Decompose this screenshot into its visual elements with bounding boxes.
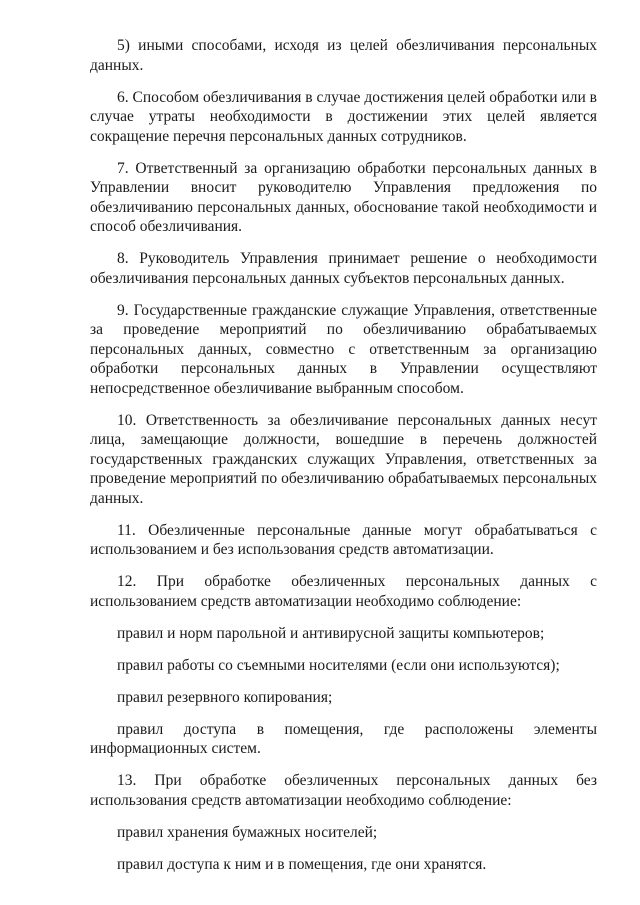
list-item-paper-storage-rules: правил хранения бумажных носителей;: [117, 823, 378, 841]
document-page: [90, 36, 597, 887]
paragraph-12: 12. При обработке обезличенных персональных данных с использованием средств автоматизации необходимо соблюдение:: [90, 573, 597, 610]
list-item-backup-rules: правил резервного копирования;: [117, 688, 333, 706]
list-item-password-rules: правил и норм парольной и антивирусной защиты компьютеров;: [117, 624, 545, 642]
list-item-paper-access-rules: правил доступа к ним и в помещения, где они хранятся.: [117, 855, 487, 873]
paragraph-8: 8. Руководитель Управления принимает решение о необходимости обезличивания персональных данных субъектов персональных данных.: [90, 250, 597, 287]
paragraph-11: 11. Обезличенные персональные данные могут обрабатываться с использованием и без использования средств автоматизации.: [90, 521, 597, 558]
paragraph-7: 7. Ответственный за организацию обработки персональных данных в Управлении вносит руководителю Управления предложения по обезличиванию персональных данных, обоснование такой необходимости и способ обезличивания.: [90, 159, 597, 235]
paragraph-item-5: 5) иными способами, исходя из целей обезличивания персональных данных.: [90, 37, 597, 74]
paragraph-10: 10. Ответственность за обезличивание персональных данных несут лица, замещающие должности, вошедшие в перечень должностей государственных гражданских служащих Управления, ответственных за проведение мероприятий по обезличиванию обрабатываемых персональных данных.: [90, 411, 597, 507]
paragraph-13: 13. При обработке обезличенных персональных данных без использования средств автоматизации необходимо соблюдение:: [90, 772, 597, 809]
paragraph-9: 9. Государственные гражданские служащие Управления, ответственные за проведение мероприятий по обезличиванию обрабатываемых персональных данных, совместно с ответственным за организацию обработки персональных данных в Управлении осуществляют непосредственное обезличивание выбранным способом.: [90, 301, 597, 397]
list-item-premises-access-rules: правил доступа в помещения, где расположены элементы информационных систем.: [90, 720, 597, 757]
list-item-removable-media-rules: правил работы со съемными носителями (если они используются);: [117, 656, 560, 674]
paragraph-6: 6. Способом обезличивания в случае достижения целей обработки или в случае утраты необходимости в достижении этих целей является сокращение перечня персональных данных сотрудников.: [90, 88, 597, 145]
